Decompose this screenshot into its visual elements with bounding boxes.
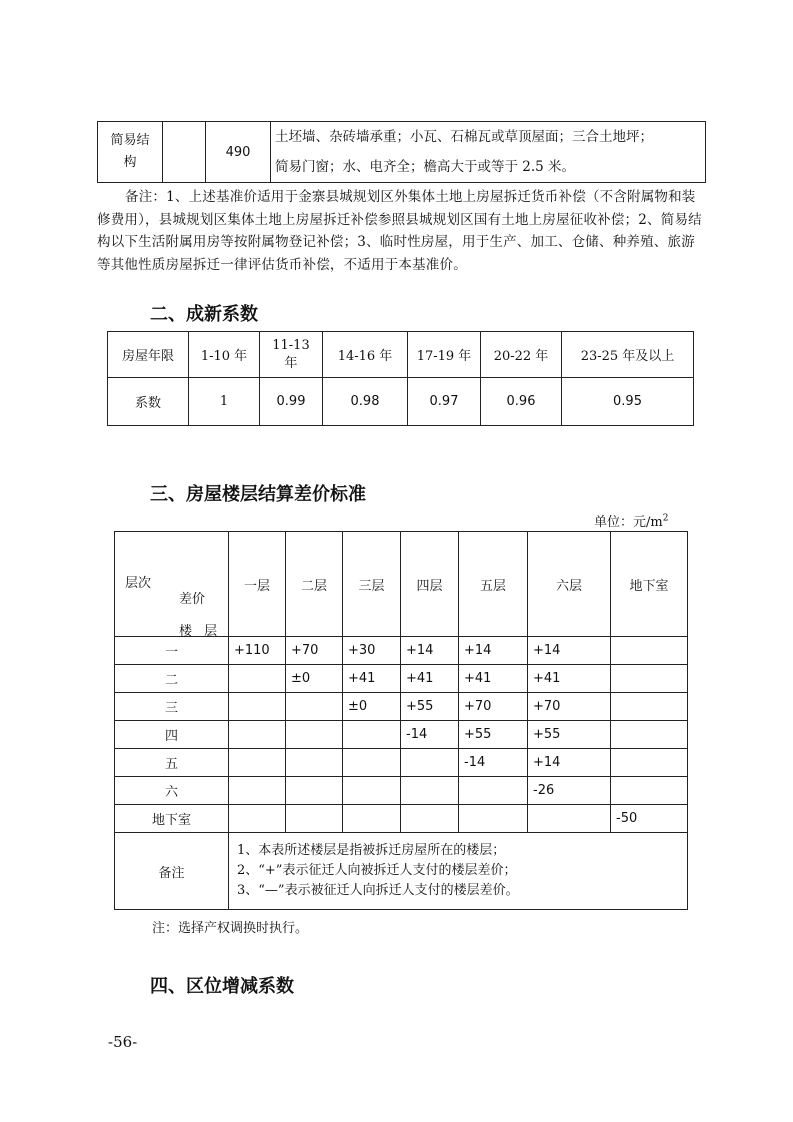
- price-diff-cell: [459, 805, 528, 833]
- price-diff-cell: [611, 637, 688, 665]
- corner-cell: [115, 532, 229, 637]
- price-diff-cell: [611, 777, 688, 805]
- price-diff-cell: [343, 721, 401, 749]
- price-diff-cell: +55: [459, 721, 528, 749]
- price-diff-cell: [229, 749, 286, 777]
- price-diff-cell: +41: [528, 665, 611, 693]
- header-cell: 17-19 年: [408, 332, 481, 378]
- unit-superscript: 2: [662, 513, 669, 524]
- price-diff-cell: [229, 665, 286, 693]
- price-diff-cell: +41: [343, 665, 401, 693]
- empty-cell: [163, 122, 206, 183]
- price-diff-cell: +70: [286, 637, 343, 665]
- price-diff-cell: [229, 693, 286, 721]
- remark-line: 1、本表所述楼层是指被拆迁房屋所在的楼层；: [237, 843, 506, 858]
- price-diff-cell: -14: [401, 721, 459, 749]
- column-header: 四层: [401, 532, 459, 637]
- section2-heading: 二、成新系数: [150, 304, 258, 325]
- price-diff-cell: ±0: [286, 665, 343, 693]
- price-diff-cell: +70: [528, 693, 611, 721]
- table-row: [115, 693, 688, 721]
- price-diff-cell: +41: [401, 665, 459, 693]
- page-number: -56-: [108, 1033, 138, 1051]
- price-diff-cell: [229, 805, 286, 833]
- structure-price-table: [97, 121, 706, 183]
- price-diff-cell: [611, 749, 688, 777]
- floor-label: 五: [115, 749, 229, 777]
- value-cell: 1: [189, 378, 260, 426]
- value-cell: 0.99: [260, 378, 323, 426]
- price-diff-cell: +14: [401, 637, 459, 665]
- floor-label: 一: [115, 637, 229, 665]
- header-cell: 14-16 年: [323, 332, 408, 378]
- header-cell: [260, 332, 323, 378]
- price-diff-cell: +14: [528, 637, 611, 665]
- value-cell: 0.96: [481, 378, 562, 426]
- price-diff-cell: -14: [459, 749, 528, 777]
- table-row: [115, 749, 688, 777]
- depreciation-table: [107, 331, 694, 426]
- floor-label: 二: [115, 665, 229, 693]
- footnote: 注：选择产权调换时执行。: [152, 921, 309, 936]
- floor-price-rows: [115, 637, 688, 833]
- column-header: 地下室: [611, 532, 688, 637]
- table-row: [115, 777, 688, 805]
- description-line1: 土坯墙、杂砖墙承重；小瓦、石棉瓦或草顶屋面；三合土地坪；: [275, 129, 653, 145]
- column-header: 二层: [286, 532, 343, 637]
- remark-line: 3、“—”表示被征迁人向拆迁人支付的楼层差价。: [237, 883, 519, 898]
- price-diff-cell: +14: [528, 749, 611, 777]
- table-row: [98, 122, 706, 183]
- price-diff-cell: +41: [459, 665, 528, 693]
- price-diff-cell: [611, 665, 688, 693]
- column-header: 一层: [229, 532, 286, 637]
- price-diff-cell: ±0: [343, 693, 401, 721]
- corner-label-b: 差价: [179, 592, 206, 607]
- floor-label: 四: [115, 721, 229, 749]
- price-diff-cell: [343, 777, 401, 805]
- column-header: 六层: [528, 532, 611, 637]
- value-cell: 0.97: [408, 378, 481, 426]
- price-diff-cell: -26: [528, 777, 611, 805]
- price-diff-cell: +110: [229, 637, 286, 665]
- price-diff-cell: +55: [528, 721, 611, 749]
- header-cell-line2: 年: [284, 355, 298, 371]
- unit-text: 单位：元/m: [594, 515, 663, 530]
- price-diff-cell: [401, 805, 459, 833]
- value-cell: 0.98: [323, 378, 408, 426]
- price-diff-cell: +14: [459, 637, 528, 665]
- table-row: [115, 805, 688, 833]
- table-row: [115, 637, 688, 665]
- price-diff-cell: [286, 721, 343, 749]
- price-diff-cell: [343, 749, 401, 777]
- table-row: [115, 665, 688, 693]
- price-diff-cell: [401, 749, 459, 777]
- table-header-row: [115, 532, 688, 637]
- header-cell: 23-25 年及以上: [562, 332, 694, 378]
- price-diff-cell: [286, 777, 343, 805]
- price-diff-cell: [343, 805, 401, 833]
- structure-name-cell: [98, 122, 163, 183]
- table-row: [108, 378, 694, 426]
- unit-label: [594, 511, 668, 530]
- price-diff-cell: [286, 805, 343, 833]
- price-diff-cell: +70: [459, 693, 528, 721]
- price-diff-cell: [401, 777, 459, 805]
- price-diff-cell: [611, 693, 688, 721]
- price-diff-cell: [459, 777, 528, 805]
- price-cell: 490: [206, 122, 271, 183]
- remarks-cell: [229, 833, 688, 910]
- remarks-label: 备注: [115, 833, 229, 910]
- top-note: 备注：1、上述基准价适用于金寨县城规划区外集体土地上房屋拆迁货币补偿（不含附属物和装修费用），县城规划区集体土地上房屋拆迁补偿参照县城规划区国有土地上房屋征收补偿；2、简易结构以下生活附属用房等按附属物登记补偿；3、临时性房屋，用于生产、加工、仓储、种养殖、旅游等其他性质房屋拆迁一律评估货币补偿，不适用于本基准价。: [97, 189, 702, 273]
- column-header: 五层: [459, 532, 528, 637]
- floor-label: 六: [115, 777, 229, 805]
- price-diff-cell: [286, 693, 343, 721]
- floor-label: 地下室: [115, 805, 229, 833]
- price-diff-cell: [286, 749, 343, 777]
- structure-name-line2: 构: [123, 155, 137, 170]
- row-label-cell: 系数: [108, 378, 189, 426]
- header-cell: 房屋年限: [108, 332, 189, 378]
- corner-label-a: 层次: [125, 576, 152, 591]
- floor-label: 三: [115, 693, 229, 721]
- header-cell-line1: 11-13: [272, 337, 310, 353]
- column-header: 三层: [343, 532, 401, 637]
- header-cell: 1-10 年: [189, 332, 260, 378]
- description-line2: 简易门窗；水、电齐全；檐高大于或等于 2.5 米。: [275, 159, 576, 175]
- table-header-row: [108, 332, 694, 378]
- description-cell: [271, 122, 706, 183]
- section3-heading: 三、房屋楼层结算差价标准: [150, 484, 366, 505]
- value-cell: 0.95: [562, 378, 694, 426]
- corner-label-c: 楼 层: [179, 624, 222, 639]
- remark-line: 2、“+”表示征迁人向被拆迁人支付的楼层差价；: [237, 863, 517, 878]
- structure-name-line1: 简易结: [110, 133, 150, 148]
- price-diff-cell: +55: [401, 693, 459, 721]
- price-diff-cell: [611, 721, 688, 749]
- price-diff-cell: [229, 777, 286, 805]
- floor-price-table: [114, 531, 688, 910]
- price-diff-cell: -50: [611, 805, 688, 833]
- price-diff-cell: +30: [343, 637, 401, 665]
- table-row: [115, 721, 688, 749]
- header-cell: 20-22 年: [481, 332, 562, 378]
- section4-heading: 四、区位增减系数: [150, 976, 294, 997]
- remarks-row: [115, 833, 688, 910]
- price-diff-cell: [528, 805, 611, 833]
- price-diff-cell: [229, 721, 286, 749]
